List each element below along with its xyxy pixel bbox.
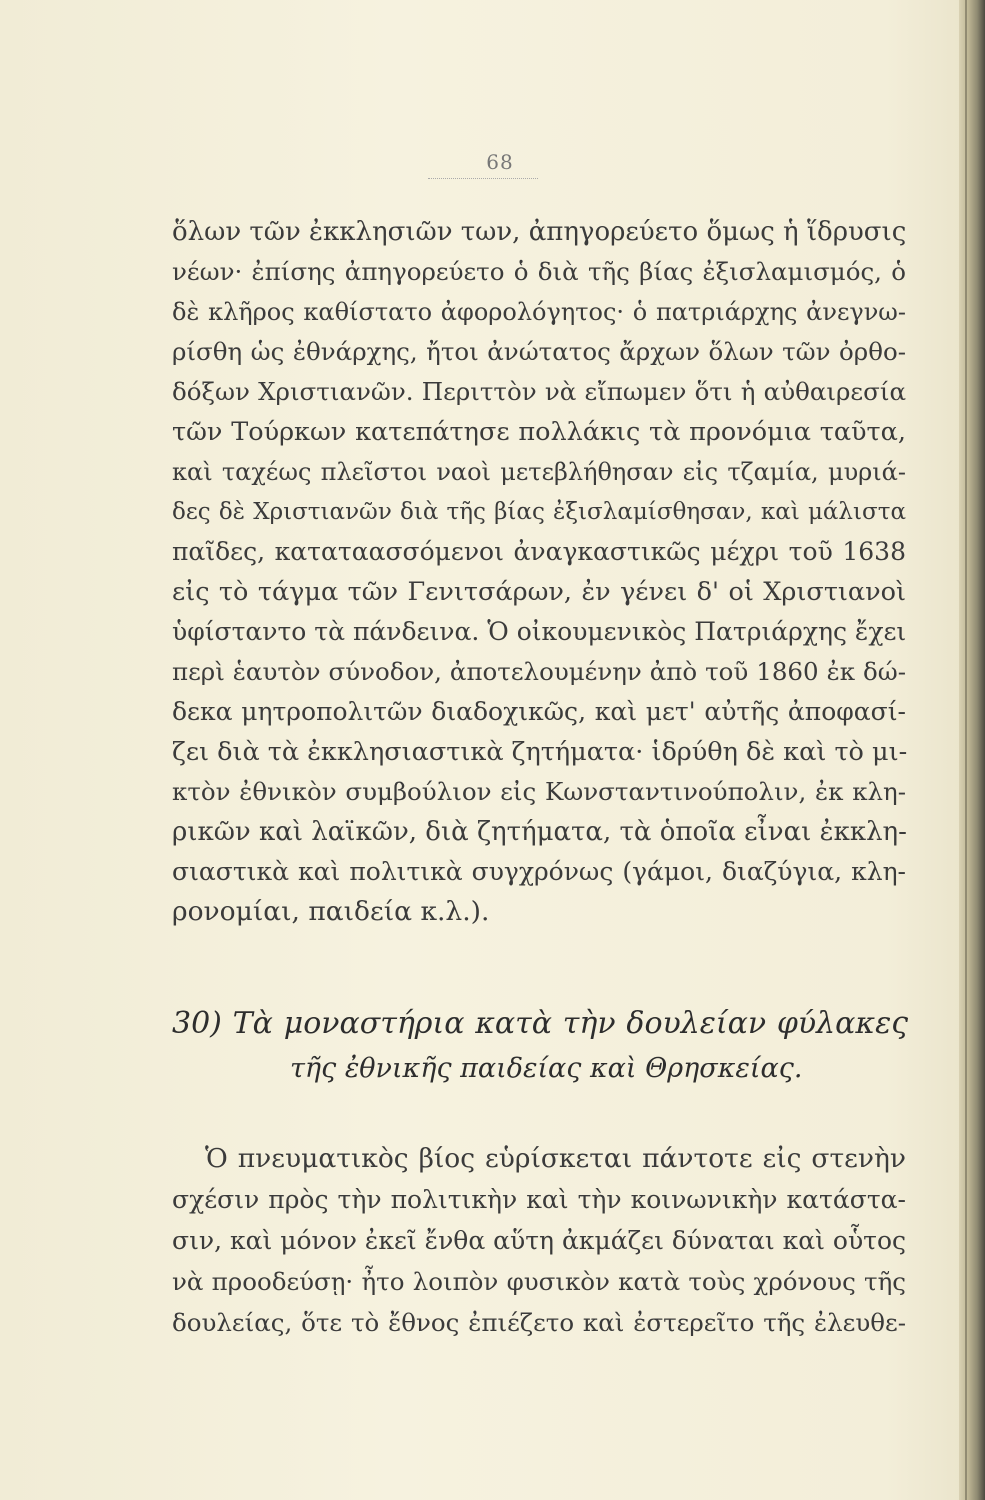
text-line: καὶ ταχέως πλεῖστοι ναοὶ μετεβλήθησαν εἰς τζαμία, μυριά-	[172, 458, 906, 486]
text-line: ὑφίσταντο τὰ πάνδεινα. Ὁ οἰκουμενικὸς Πατριάρχης ἔχει	[172, 617, 907, 646]
text-line: παῖδες, καταταασσόμενοι ἀναγκαστικῶς μέχρι τοῦ 1638	[172, 537, 906, 566]
page-number: 68	[486, 150, 514, 174]
text-line: δουλείας, ὅτε τὸ ἔθνος ἐπιέζετο καὶ ἐστερεῖτο τῆς ἐλευθε-	[172, 1308, 906, 1337]
text-line: τῶν Τούρκων κατεπάτησε πολλάκις τὰ προνόμια ταῦτα,	[172, 417, 906, 447]
text-line: ρίσθη ὡς ἐθνάρχης, ἤτοι ἀνώτατος ἄρχων ὅλων τῶν ὀρθο-	[172, 337, 906, 366]
text-line: δὲ κλῆρος καθίστατο ἀφορολόγητος· ὁ πατριάρχης ἀνεγνω-	[172, 298, 906, 326]
text-line: ρικῶν καὶ λαϊκῶν, διὰ ζητήματα, τὰ ὁποῖα εἶναι ἐκκλη-	[172, 817, 907, 847]
text-line: ζει διὰ τὰ ἐκκλησιαστικὰ ζητήματα· ἱδρύθη δὲ καὶ τὸ μι-	[172, 737, 908, 767]
text-line: σιαστικὰ καὶ πολιτικὰ συγχρόνως (γάμοι, διαζύγια, κλη-	[172, 857, 906, 886]
text-line: σχέσιν πρὸς τὴν πολιτικὴν καὶ τὴν κοινωνικὴν κατάστα-	[172, 1185, 906, 1214]
text-line: νέων· ἐπίσης ἀπηγορεύετο ὁ διὰ τῆς βίας ἐξισλαμισμός, ὁ	[172, 257, 906, 286]
text-line: νὰ προοδεύσῃ· ἦτο λοιπὸν φυσικὸν κατὰ τοὺς χρόνους τῆς	[172, 1267, 906, 1296]
text-line: δεκα μητροπολιτῶν διαδοχικῶς, καὶ μετ' αὐτῆς ἀποφασί-	[172, 697, 906, 726]
book-spine-edge	[959, 0, 985, 1500]
text-line: περὶ ἑαυτὸν σύνοδον, ἀποτελουμένην ἀπὸ τοῦ 1860 ἐκ δώ-	[172, 657, 906, 686]
section-heading-line: 30) Τὰ μοναστήρια κατὰ τὴν δουλείαν φύλακες	[172, 1006, 908, 1041]
text-line: δες δὲ Χριστιανῶν διὰ τῆς βίας ἐξισλαμίσθησαν, καὶ μάλιστα	[172, 499, 906, 525]
section-heading-line: τῆς ἐθνικῆς παιδείας καὶ Θρησκείας.	[290, 1053, 803, 1084]
text-line: Ὁ πνευματικὸς βίος εὑρίσκεται πάντοτε εἰς στενὴν	[205, 1143, 906, 1174]
text-line: ὅλων τῶν ἐκκλησιῶν των, ἀπηγορεύετο ὅμως ἡ ἵδρυσις	[172, 217, 907, 247]
text-line: κτὸν ἐθνικὸν συμβούλιον εἰς Κωνσταντινούπολιν, ἐκ κλη-	[172, 777, 906, 806]
page-number-rule	[428, 178, 538, 179]
text-line: σιν, καὶ μόνον ἐκεῖ ἔνθα αὕτη ἀκμάζει δύναται καὶ οὗτος	[172, 1226, 907, 1255]
text-line: εἰς τὸ τάγμα τῶν Γενιτσάρων, ἐν γένει δ' οἱ Χριστιανοὶ	[172, 577, 906, 607]
text-line: ρονομίαι, παιδεία κ.λ.).	[172, 896, 490, 927]
text-line: δόξων Χριστιανῶν. Περιττὸν νὰ εἴπωμεν ὅτι ἡ αὐθαιρεσία	[172, 377, 906, 406]
